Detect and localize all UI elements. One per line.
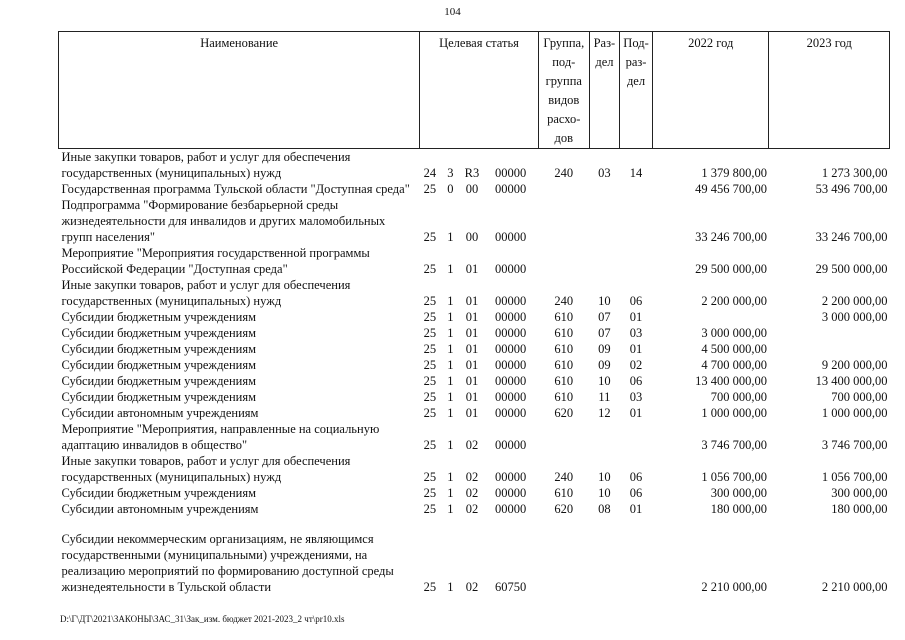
target-code-3: 02 (465, 502, 479, 516)
target-code-2: 1 (447, 326, 454, 340)
section-code: 10 (598, 294, 611, 308)
target-code-4: 00000 (494, 438, 527, 452)
target-code-1: 25 (423, 486, 437, 500)
target-code-3: 02 (465, 438, 479, 452)
target-code-2: 1 (447, 470, 454, 484)
target-code-2: 1 (447, 262, 454, 276)
section-code (589, 181, 619, 197)
header-group-line: расхо- (547, 112, 581, 126)
amount-2023: 700 000,00 (831, 390, 888, 404)
table-row (59, 357, 890, 373)
target-code-4: 60750 (494, 580, 527, 594)
subsection-code: 01 (629, 310, 643, 324)
amount-2023: 2 210 000,00 (821, 580, 888, 594)
row-name: Субсидии бюджетным учреждениям (61, 374, 257, 388)
expense-group: 240 (554, 166, 574, 180)
header-subsection-line: дел (626, 74, 646, 88)
section-code: 07 (598, 310, 611, 324)
row-name: Иные закупки товаров, работ и услуг для обеспечения государственных (муниципальных) нужд (61, 454, 351, 484)
table-row (59, 453, 890, 485)
amount-2023: 180 000,00 (831, 502, 888, 516)
subsection-code: 06 (629, 470, 643, 484)
section-code: 11 (598, 390, 611, 404)
table-row (59, 325, 890, 341)
target-code-3: 02 (465, 580, 479, 594)
section-code: 08 (598, 502, 611, 516)
target-code-4: 00000 (494, 486, 527, 500)
amount-2022: 1 000 000,00 (701, 406, 767, 420)
target-code-1: 25 (423, 310, 437, 324)
subsection-code: 06 (629, 374, 643, 388)
row-name: Субсидии автономным учреждениям (61, 502, 259, 516)
amount-2022: 2 210 000,00 (701, 580, 767, 594)
target-code-3: 01 (465, 390, 479, 404)
row-name: Мероприятие "Мероприятия, направленные на социальную адаптацию инвалидов в общество" (61, 422, 380, 452)
table-row (59, 485, 890, 501)
header-year-2022: 2022 год (653, 32, 769, 149)
target-code-3: 02 (465, 486, 479, 500)
subsection-code: 03 (629, 390, 643, 404)
table-row (59, 197, 890, 245)
amount-2023: 13 400 000,00 (815, 374, 888, 388)
expense-group: 610 (554, 342, 574, 356)
section-code: 10 (598, 486, 611, 500)
amount-2023 (769, 325, 890, 341)
target-code-1: 25 (423, 580, 437, 594)
target-code-4: 00000 (494, 342, 527, 356)
table-row (59, 309, 890, 325)
header-group-line: видов (548, 93, 580, 107)
section-code (589, 197, 619, 245)
amount-2022: 1 379 800,00 (701, 166, 767, 180)
table-row (59, 421, 890, 453)
expense-group: 610 (554, 358, 574, 372)
budget-table (58, 31, 890, 595)
header-group (538, 32, 589, 149)
target-code-1: 24 (423, 166, 437, 180)
target-code-4: 00000 (494, 358, 527, 372)
header-group-line: под- (552, 55, 576, 69)
subsection-code: 06 (629, 486, 643, 500)
expense-group: 240 (554, 294, 574, 308)
row-name: Субсидии бюджетным учреждениям (61, 342, 257, 356)
target-code-2: 0 (447, 182, 454, 196)
header-section-line: Раз- (593, 36, 616, 50)
target-code-2: 1 (447, 580, 454, 594)
target-code-1: 25 (423, 230, 437, 244)
header-subsection (619, 32, 652, 149)
target-code-2: 3 (447, 166, 454, 180)
target-code-4: 00000 (494, 182, 527, 196)
target-code-1: 25 (423, 502, 437, 516)
subsection-code (619, 421, 652, 453)
target-code-4: 00000 (494, 166, 527, 180)
target-code-2: 1 (447, 406, 454, 420)
expense-group: 240 (554, 470, 574, 484)
target-code-1: 25 (423, 294, 437, 308)
amount-2023: 9 200 000,00 (821, 358, 888, 372)
spacer-cell (59, 517, 890, 531)
table-row (59, 245, 890, 277)
amount-2023: 3 746 700,00 (821, 438, 888, 452)
amount-2023: 33 246 700,00 (815, 230, 888, 244)
expense-group: 620 (554, 406, 574, 420)
target-code-1: 25 (423, 406, 437, 420)
section-code: 10 (598, 374, 611, 388)
table-body (59, 149, 890, 596)
target-code-1: 25 (423, 342, 437, 356)
section-code (589, 421, 619, 453)
table-row (59, 341, 890, 357)
amount-2022: 300 000,00 (710, 486, 767, 500)
amount-2023: 29 500 000,00 (815, 262, 888, 276)
page-number: 104 (444, 6, 461, 18)
expense-group: 610 (554, 374, 574, 388)
expense-group (538, 421, 589, 453)
target-code-3: 01 (465, 310, 479, 324)
target-code-2: 1 (447, 310, 454, 324)
section-code: 09 (598, 358, 611, 372)
target-code-1: 25 (423, 438, 437, 452)
expense-group: 610 (554, 390, 574, 404)
target-code-4: 00000 (494, 326, 527, 340)
subsection-code (619, 197, 652, 245)
row-name: Подпрограмма "Формирование безбарьерной среды жизнедеятельности для инвалидов и других маломобильных групп населения" (61, 198, 386, 244)
section-code (589, 245, 619, 277)
expense-group: 620 (554, 502, 574, 516)
file-path: D:\Г\ДТ\2021\ЗАКОНЫ\ЗАС_31\Зак_изм. бюджет 2021-2023_2 чт\pr10.xls (60, 614, 345, 624)
row-name: Субсидии бюджетным учреждениям (61, 390, 257, 404)
amount-2022: 13 400 000,00 (695, 374, 767, 388)
target-code-3: 00 (465, 182, 479, 196)
target-code-3: 01 (465, 374, 479, 388)
target-code-2: 1 (447, 230, 454, 244)
header-section-line: дел (595, 55, 614, 69)
amount-2022: 180 000,00 (710, 502, 767, 516)
table-row (59, 181, 890, 197)
subsection-code: 01 (629, 342, 643, 356)
section-code: 09 (598, 342, 611, 356)
target-code-2: 1 (447, 438, 454, 452)
amount-2022 (653, 309, 769, 325)
target-code-4: 00000 (494, 470, 527, 484)
subsection-code: 06 (629, 294, 643, 308)
target-code-3: 01 (465, 342, 479, 356)
target-code-1: 25 (423, 182, 437, 196)
header-target-article: Целевая статья (420, 32, 538, 149)
amount-2023 (769, 341, 890, 357)
expense-group: 610 (554, 326, 574, 340)
row-spacer (59, 517, 890, 531)
target-code-2: 1 (447, 342, 454, 356)
header-name: Наименование (59, 32, 420, 149)
header-group-line: Группа, (543, 36, 585, 50)
amount-2022: 4 700 000,00 (701, 358, 767, 372)
target-code-1: 25 (423, 390, 437, 404)
target-code-2: 1 (447, 358, 454, 372)
target-code-1: 25 (423, 326, 437, 340)
amount-2022: 4 500 000,00 (701, 342, 767, 356)
row-name: Мероприятие "Мероприятия государственной программы Российской Федерации "Доступная среда" (61, 246, 370, 276)
amount-2022: 700 000,00 (710, 390, 767, 404)
subsection-code: 01 (629, 406, 643, 420)
target-code-4: 00000 (494, 502, 527, 516)
row-name: Субсидии автономным учреждениям (61, 406, 259, 420)
target-code-1: 25 (423, 374, 437, 388)
target-code-3: 00 (465, 230, 479, 244)
row-name: Государственная программа Тульской области "Доступная среда" (61, 182, 410, 196)
subsection-code (619, 531, 652, 595)
target-code-2: 1 (447, 502, 454, 516)
expense-group: 610 (554, 486, 574, 500)
section-code: 12 (598, 406, 611, 420)
target-code-1: 25 (423, 470, 437, 484)
amount-2022: 49 456 700,00 (695, 182, 767, 196)
target-code-4: 00000 (494, 294, 527, 308)
table-row (59, 501, 890, 517)
expense-group (538, 531, 589, 595)
target-code-2: 1 (447, 390, 454, 404)
target-code-3: 01 (465, 262, 479, 276)
table-row (59, 531, 890, 595)
target-code-4: 00000 (494, 310, 527, 324)
table-row (59, 373, 890, 389)
amount-2023: 3 000 000,00 (821, 310, 888, 324)
header-subsection-line: Под- (623, 36, 649, 50)
section-code: 03 (598, 166, 611, 180)
row-name: Субсидии некоммерческим организациям, не являющимся государственными (муниципальными) учреждениями, на реализацию мероприятий по формированию доступной среды жизнедеятельности в Тульской области (61, 532, 394, 594)
target-code-1: 25 (423, 358, 437, 372)
target-code-4: 00000 (494, 374, 527, 388)
amount-2023: 300 000,00 (831, 486, 888, 500)
section-code: 07 (598, 326, 611, 340)
subsection-code: 14 (629, 166, 643, 180)
header-group-line: группа (545, 74, 582, 88)
row-name: Субсидии бюджетным учреждениям (61, 358, 257, 372)
expense-group (538, 197, 589, 245)
table-row (59, 405, 890, 421)
target-code-3: 01 (465, 406, 479, 420)
amount-2022: 3 000 000,00 (701, 326, 767, 340)
target-code-2: 1 (447, 374, 454, 388)
amount-2023: 1 273 300,00 (821, 166, 888, 180)
expense-group: 610 (554, 310, 574, 324)
row-name: Иные закупки товаров, работ и услуг для обеспечения государственных (муниципальных) нужд (61, 150, 351, 180)
target-code-2: 1 (447, 486, 454, 500)
subsection-code (619, 181, 652, 197)
amount-2022: 29 500 000,00 (695, 262, 767, 276)
row-name: Субсидии бюджетным учреждениям (61, 310, 257, 324)
header-year-2023: 2023 год (769, 32, 890, 149)
section-code: 10 (598, 470, 611, 484)
amount-2022: 33 246 700,00 (695, 230, 767, 244)
amount-2022: 1 056 700,00 (701, 470, 767, 484)
amount-2022: 3 746 700,00 (701, 438, 767, 452)
amount-2023: 53 496 700,00 (815, 182, 888, 196)
expense-group (538, 245, 589, 277)
row-name: Субсидии бюджетным учреждениям (61, 486, 257, 500)
amount-2023: 1 000 000,00 (821, 406, 888, 420)
target-code-4: 00000 (494, 262, 527, 276)
target-code-1: 25 (423, 262, 437, 276)
row-name: Субсидии бюджетным учреждениям (61, 326, 257, 340)
target-code-4: 00000 (494, 406, 527, 420)
target-code-3: R3 (464, 166, 480, 180)
amount-2023: 2 200 000,00 (821, 294, 888, 308)
amount-2023: 1 056 700,00 (821, 470, 888, 484)
section-code (589, 531, 619, 595)
table-row (59, 277, 890, 309)
subsection-code (619, 245, 652, 277)
subsection-code: 03 (629, 326, 643, 340)
expense-group (538, 181, 589, 197)
target-code-4: 00000 (494, 230, 527, 244)
table-row (59, 389, 890, 405)
target-code-4: 00000 (494, 390, 527, 404)
row-name: Иные закупки товаров, работ и услуг для обеспечения государственных (муниципальных) нужд (61, 278, 351, 308)
target-code-3: 01 (465, 358, 479, 372)
target-code-3: 02 (465, 470, 479, 484)
amount-2022: 2 200 000,00 (701, 294, 767, 308)
target-code-2: 1 (447, 294, 454, 308)
table-row (59, 149, 890, 182)
header-section (589, 32, 619, 149)
subsection-code: 02 (629, 358, 643, 372)
table-header (59, 32, 890, 149)
header-subsection-line: раз- (625, 55, 647, 69)
target-code-3: 01 (465, 294, 479, 308)
target-code-3: 01 (465, 326, 479, 340)
header-group-line: дов (554, 131, 574, 145)
subsection-code: 01 (629, 502, 643, 516)
